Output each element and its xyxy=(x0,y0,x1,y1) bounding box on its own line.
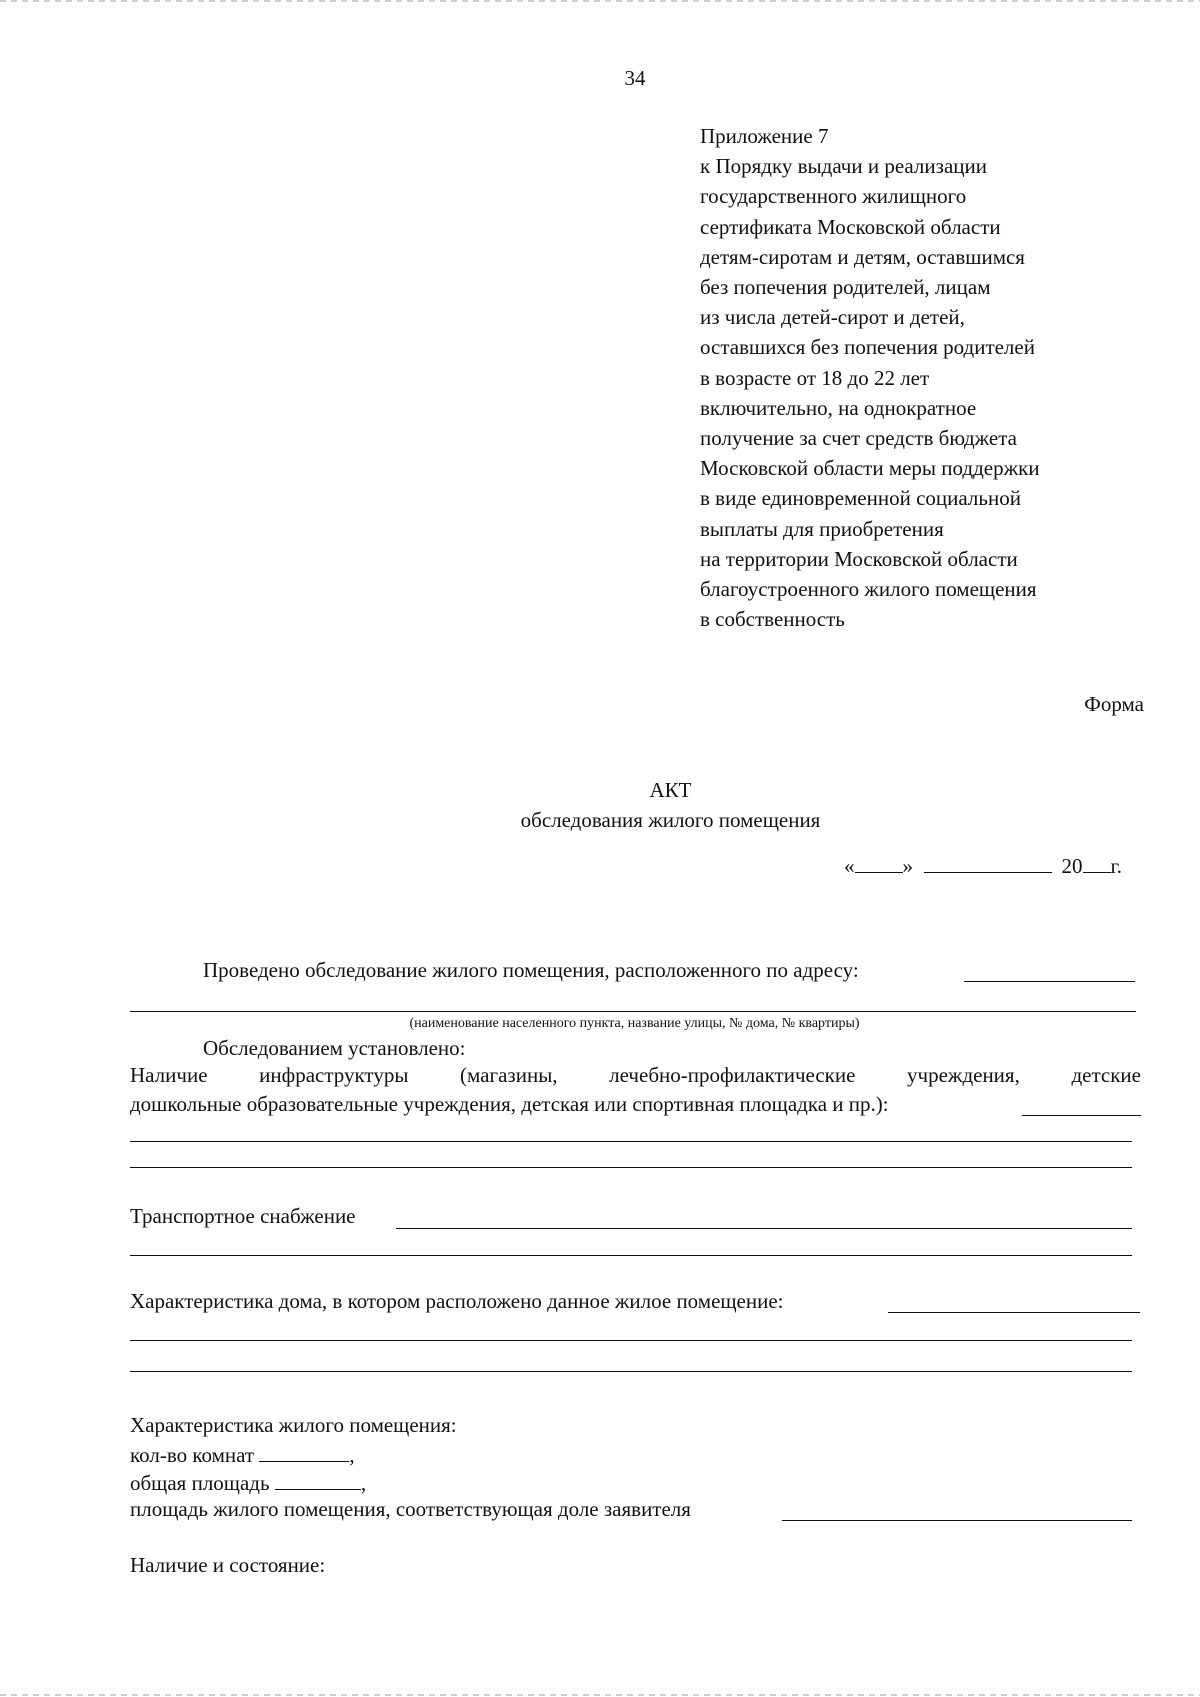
date-open-quote: « xyxy=(844,854,855,878)
appendix-block xyxy=(700,121,1040,634)
rooms-line xyxy=(130,1441,355,1468)
appendix-line: сертификата Московской области xyxy=(700,214,1001,239)
appendix-line: из числа детей-сирот и детей, xyxy=(700,305,965,330)
infrastructure-field-line[interactable] xyxy=(130,1141,1132,1142)
transport-label: Транспортное снабжение xyxy=(130,1204,356,1228)
infrastructure-field[interactable] xyxy=(1022,1115,1141,1116)
appendix-line: оставшихся без попечения родителей xyxy=(700,335,1035,360)
infrastructure-word: Наличие xyxy=(130,1063,208,1087)
date-line xyxy=(844,852,1122,879)
area-comma: , xyxy=(360,1471,367,1495)
share-area-field[interactable] xyxy=(782,1520,1132,1521)
transport-field-line[interactable] xyxy=(130,1255,1132,1256)
rooms-comma: , xyxy=(349,1443,355,1467)
infrastructure-field-line[interactable] xyxy=(130,1167,1132,1168)
established-label: Обследованием установлено: xyxy=(203,1036,466,1060)
page-number: 34 xyxy=(624,66,646,90)
infrastructure-word: учреждения, xyxy=(907,1063,1020,1087)
house-field[interactable] xyxy=(888,1312,1140,1313)
appendix-line: на территории Московской области xyxy=(700,546,1018,571)
appendix-line: выплаты для приобретения xyxy=(700,516,944,541)
scan-bottom-edge xyxy=(0,1694,1200,1696)
year-suffix: г. xyxy=(1110,854,1122,878)
rooms-field[interactable] xyxy=(259,1441,349,1462)
infrastructure-word: лечебно-профилактические xyxy=(609,1063,856,1087)
transport-field[interactable] xyxy=(396,1228,1132,1229)
house-field-line[interactable] xyxy=(130,1371,1132,1372)
address-field-line[interactable] xyxy=(130,1011,1136,1012)
house-label: Характеристика дома, в котором расположено данное жилое помещение: xyxy=(130,1289,784,1313)
infrastructure-line-2: дошкольные образовательные учреждения, детская или спортивная площадка и пр.): xyxy=(130,1092,889,1116)
address-caption: (наименование населенного пункта, название улицы, № дома, № квартиры) xyxy=(409,1016,860,1031)
form-label: Форма xyxy=(1084,692,1144,716)
address-field[interactable] xyxy=(964,981,1135,982)
rooms-label: кол-во комнат xyxy=(130,1443,255,1467)
scan-top-edge xyxy=(0,0,1200,2)
appendix-line: в возрасте от 18 до 22 лет xyxy=(700,365,930,390)
appendix-line: Приложение 7 xyxy=(700,124,829,148)
appendix-line: получение за счет средств бюджета xyxy=(700,426,1017,451)
appendix-line: к Порядку выдачи и реализации xyxy=(700,154,987,179)
dwelling-label: Характеристика жилого помещения: xyxy=(130,1413,457,1437)
house-field-line[interactable] xyxy=(130,1340,1132,1341)
appendix-line: детям-сиротам и детям, оставшимся xyxy=(700,244,1025,269)
area-label: общая площадь xyxy=(130,1471,270,1495)
area-line xyxy=(130,1469,366,1496)
infrastructure-line-1 xyxy=(130,1063,1141,1088)
year-field[interactable] xyxy=(1083,852,1111,873)
infrastructure-word: детские xyxy=(1071,1063,1141,1087)
appendix-line: без попечения родителей, лицам xyxy=(700,275,991,300)
appendix-line: в собственность xyxy=(700,607,845,632)
address-label: Проведено обследование жилого помещения, расположенного по адресу: xyxy=(203,958,859,982)
appendix-line: в виде единовременной социальной xyxy=(700,486,1021,511)
share-area-label: площадь жилого помещения, соответствующая доле заявителя xyxy=(130,1497,691,1521)
month-field[interactable] xyxy=(924,852,1052,873)
appendix-line: благоустроенного жилого помещения xyxy=(700,577,1037,602)
area-field[interactable] xyxy=(275,1469,361,1490)
infrastructure-word: инфраструктуры xyxy=(259,1063,409,1087)
year-prefix: 20 xyxy=(1061,854,1083,878)
day-field[interactable] xyxy=(855,852,903,873)
act-subtitle: обследования жилого помещения xyxy=(520,808,821,832)
condition-label: Наличие и состояние: xyxy=(130,1553,326,1577)
date-close-quote: » xyxy=(902,854,913,878)
act-title: АКТ xyxy=(649,778,692,802)
infrastructure-word: (магазины, xyxy=(460,1063,558,1087)
appendix-line: включительно, на однократное xyxy=(700,395,977,420)
appendix-line: Московской области меры поддержки xyxy=(700,456,1040,481)
appendix-line: государственного жилищного xyxy=(700,184,967,209)
